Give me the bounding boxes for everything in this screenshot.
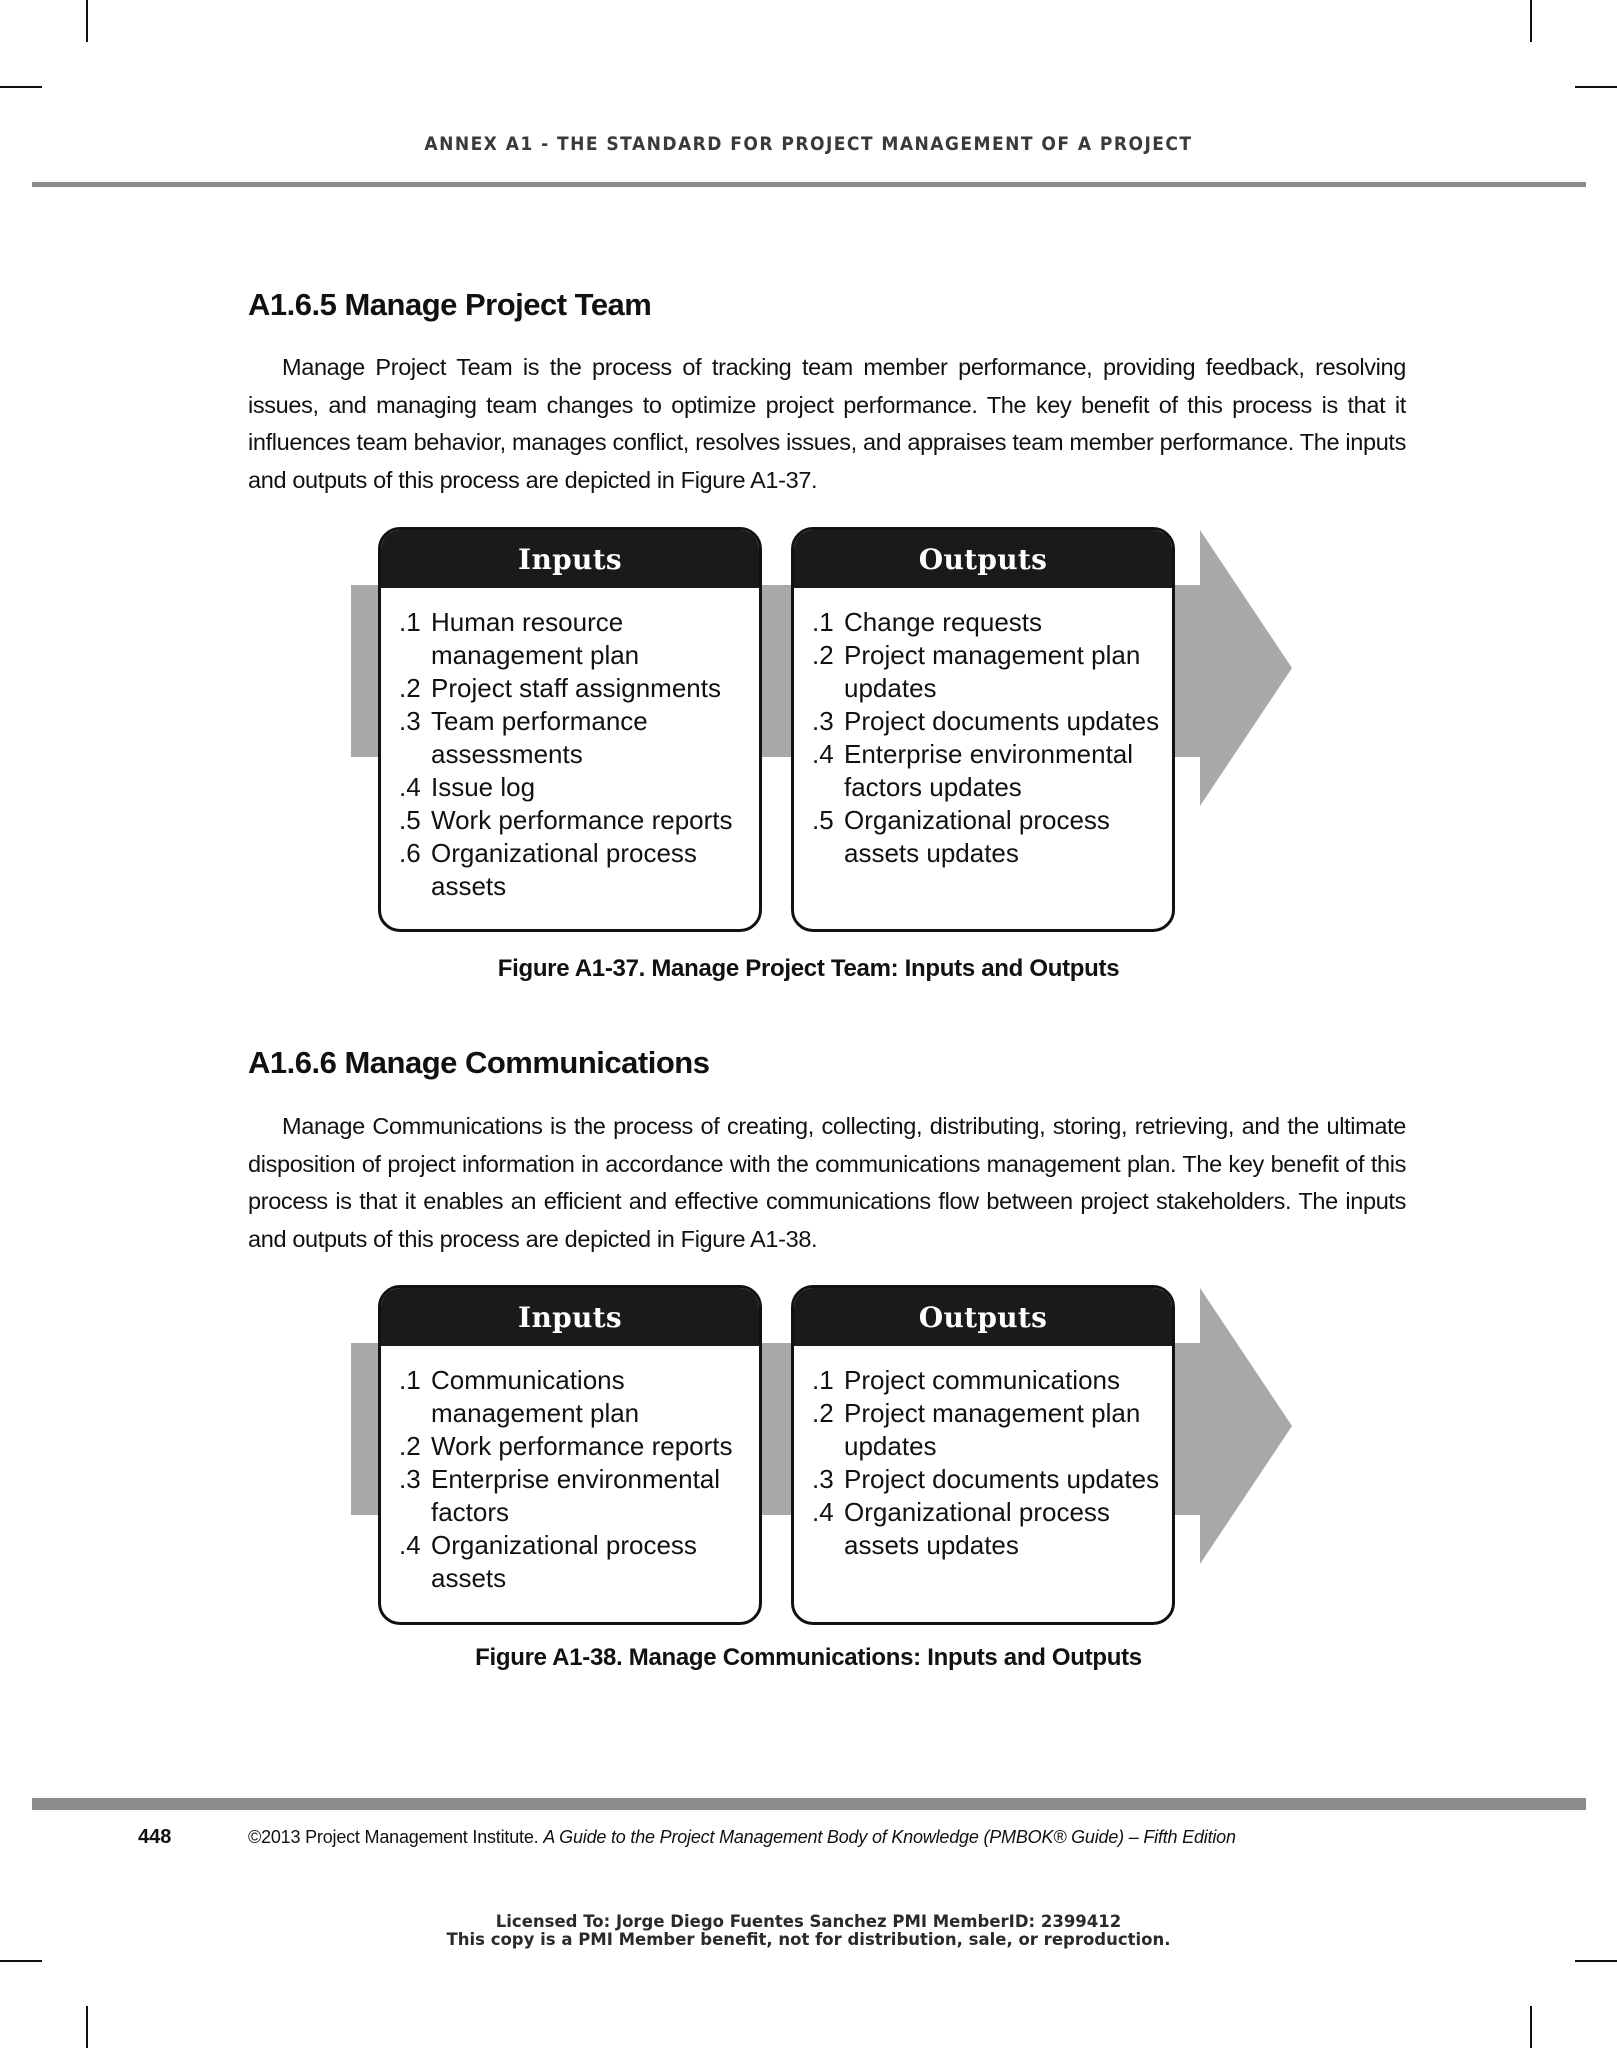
item-number: .2 [812,1398,834,1428]
arrow-head [1200,530,1292,806]
section-title: A1.6.6 Manage Communications [248,1045,710,1080]
output-item [812,738,1172,804]
crop-mark [86,0,88,42]
input-item [399,705,759,771]
crop-mark [1530,0,1532,42]
figure-inputs-outputs [0,525,1617,935]
item-number: .1 [399,1365,421,1395]
outputs-heading: Outputs [794,530,1172,588]
item-text: Work performance reports [431,805,733,835]
header-rule [32,182,1586,187]
item-text: Organizational process assets [431,838,697,901]
item-text: Work performance reports [431,1431,733,1461]
item-number: .3 [812,1464,834,1494]
input-item [399,837,759,903]
item-text: Enterprise environmental factors updates [844,739,1134,802]
item-text: Issue log [431,772,536,802]
input-item [399,1430,759,1463]
copyright-text: ©2013 Project Management Institute. [248,1827,544,1847]
item-text: Organizational process assets updates [844,805,1110,868]
item-text: Organizational process assets updates [844,1497,1110,1560]
input-item [399,672,759,705]
output-item [812,1364,1172,1397]
item-text: Organizational process assets [431,1530,697,1593]
figure-inputs-outputs [0,1283,1617,1628]
input-item [399,606,759,672]
arrow-head [1200,1288,1292,1564]
item-number: .5 [399,805,421,835]
item-text: Project documents updates [844,1464,1160,1494]
output-item [812,1496,1172,1562]
page-number: 448 [138,1826,172,1848]
item-number: .2 [399,1431,421,1461]
item-text: Project management plan updates [844,640,1141,703]
inputs-box [378,527,762,932]
item-number: .4 [399,1530,421,1560]
item-text: Project staff assignments [431,673,721,703]
item-text: Project documents updates [844,706,1160,736]
input-item [399,1364,759,1430]
output-item [812,606,1172,639]
figure-caption: Figure A1-38. Manage Communications: Inputs and Outputs [475,1644,1142,1671]
crop-mark [1575,86,1617,88]
section-body: Manage Project Team is the process of tracking team member performance, providing feedback, resolving issues, and managing team changes to optimize project performance. The key benefit of this process is that it influences team behavior, manages conflict, resolves issues, and appraises team member performance. The inputs and outputs of this process are depicted in Figure A1-37. [248,354,1406,493]
item-number: .2 [812,640,834,670]
section-body: Manage Communications is the process of creating, collecting, distributing, storing, retrieving, and the ultimate disposition of project information in accordance with the communications management plan. The key benefit of this process is that it enables an efficient and effective communications flow between project stakeholders. The inputs and outputs of this process are depicted in Figure A1-38. [248,1113,1406,1252]
item-number: .3 [812,706,834,736]
output-item [812,705,1172,738]
item-number: .6 [399,838,421,868]
item-number: .1 [812,607,834,637]
section-title: A1.6.5 Manage Project Team [248,287,652,322]
outputs-list [794,588,1172,870]
running-head: ANNEX A1 - THE STANDARD FOR PROJECT MANAGEMENT OF A PROJECT [424,133,1193,155]
crop-mark [1575,1960,1617,1962]
crop-mark [1530,2006,1532,2048]
outputs-box [791,527,1175,932]
output-item [812,1463,1172,1496]
arrow-band-left [351,585,381,757]
inputs-heading: Inputs [381,530,759,588]
crop-mark [86,2006,88,2048]
item-text: Team performance assessments [431,706,648,769]
outputs-list [794,1346,1172,1562]
book-title: A Guide to the Project Management Body of Knowledge (PMBOK® Guide) – Fifth Edition [543,1827,1236,1847]
footer-rule [32,1798,1586,1810]
item-text: Project communications [844,1365,1120,1395]
item-number: .2 [399,673,421,703]
output-item [812,1397,1172,1463]
item-number: .3 [399,1464,421,1494]
output-item [812,639,1172,705]
item-text: Communications management plan [431,1365,640,1428]
inputs-list [381,1346,759,1595]
item-text: Enterprise environmental factors [431,1464,721,1527]
inputs-box [378,1285,762,1625]
copyright-line [248,1827,1236,1848]
input-item [399,1463,759,1529]
item-text: Change requests [844,607,1043,637]
item-number: .5 [812,805,834,835]
output-item [812,804,1172,870]
input-item [399,1529,759,1595]
item-text: Human resource management plan [431,607,640,670]
item-text: Project management plan updates [844,1398,1141,1461]
license-line: This copy is a PMI Member benefit, not for distribution, sale, or reproduction. [446,1930,1171,1949]
arrow-band-left [351,1343,381,1515]
inputs-list [381,588,759,903]
item-number: .4 [812,739,834,769]
item-number: .3 [399,706,421,736]
license-line: Licensed To: Jorge Diego Fuentes Sanchez PMI MemberID: 2399412 [495,1912,1122,1931]
input-item [399,804,759,837]
crop-mark [0,86,42,88]
input-item [399,771,759,804]
outputs-box [791,1285,1175,1625]
item-number: .4 [399,772,421,802]
crop-mark [0,1960,42,1962]
item-number: .1 [399,607,421,637]
outputs-heading: Outputs [794,1288,1172,1346]
item-number: .4 [812,1497,834,1527]
figure-caption: Figure A1-37. Manage Project Team: Inputs and Outputs [497,955,1120,982]
item-number: .1 [812,1365,834,1395]
license-notice [0,1913,1617,1949]
inputs-heading: Inputs [381,1288,759,1346]
